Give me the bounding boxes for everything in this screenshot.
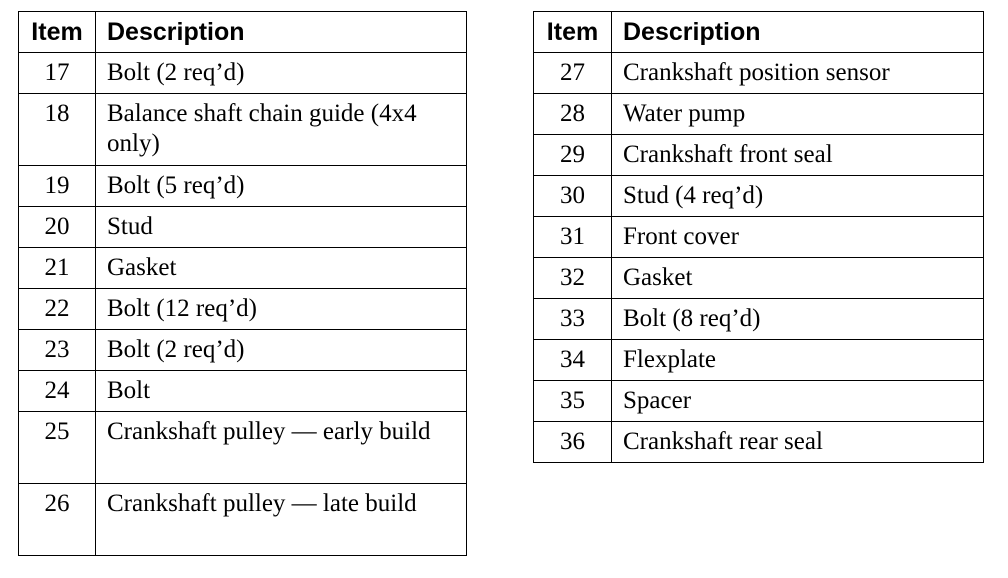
item-column-header: Item	[19, 12, 96, 53]
item-description: Flexplate	[612, 340, 984, 381]
table-row	[19, 248, 467, 289]
item-number: 33	[534, 299, 612, 340]
item-description: Bolt (8 req’d)	[612, 299, 984, 340]
item-description: Bolt (12 req’d)	[96, 289, 467, 330]
table-row	[19, 371, 467, 412]
item-description: Balance shaft chain guide (4x4 only)	[96, 94, 467, 166]
item-description: Front cover	[612, 217, 984, 258]
item-description: Stud	[96, 207, 467, 248]
table-row	[534, 135, 984, 176]
item-number: 27	[534, 53, 612, 94]
item-number: 20	[19, 207, 96, 248]
table-row	[534, 176, 984, 217]
item-number: 29	[534, 135, 612, 176]
item-description: Crankshaft rear seal	[612, 422, 984, 463]
parts-table-left	[18, 11, 467, 556]
parts-table-right	[533, 11, 984, 463]
item-number: 36	[534, 422, 612, 463]
item-number: 26	[19, 484, 96, 556]
item-number: 17	[19, 53, 96, 94]
header-row	[534, 12, 984, 53]
item-column-header: Item	[534, 12, 612, 53]
item-description: Crankshaft pulley — late build	[96, 484, 467, 556]
item-number: 19	[19, 166, 96, 207]
item-number: 25	[19, 412, 96, 484]
table-row	[534, 217, 984, 258]
item-number: 18	[19, 94, 96, 166]
table-row	[19, 412, 467, 484]
description-column-header: Description	[96, 12, 467, 53]
table-row	[19, 53, 467, 94]
item-description: Gasket	[96, 248, 467, 289]
item-number: 31	[534, 217, 612, 258]
item-description: Bolt (2 req’d)	[96, 330, 467, 371]
item-number: 21	[19, 248, 96, 289]
item-description: Bolt (5 req’d)	[96, 166, 467, 207]
table-row	[534, 299, 984, 340]
item-number: 32	[534, 258, 612, 299]
table-row	[534, 94, 984, 135]
table-row	[534, 340, 984, 381]
item-description: Stud (4 req’d)	[612, 176, 984, 217]
item-description: Crankshaft front seal	[612, 135, 984, 176]
table-row	[19, 207, 467, 248]
table-row	[19, 94, 467, 166]
table-row	[19, 484, 467, 556]
item-number: 34	[534, 340, 612, 381]
item-description: Bolt	[96, 371, 467, 412]
item-description: Bolt (2 req’d)	[96, 53, 467, 94]
table-row	[534, 381, 984, 422]
table-row	[534, 422, 984, 463]
item-number: 30	[534, 176, 612, 217]
table-row	[19, 289, 467, 330]
item-number: 22	[19, 289, 96, 330]
item-description: Water pump	[612, 94, 984, 135]
item-description: Gasket	[612, 258, 984, 299]
header-row	[19, 12, 467, 53]
table-row	[534, 258, 984, 299]
table-row	[19, 166, 467, 207]
item-description: Crankshaft pulley — early build	[96, 412, 467, 484]
item-description: Crankshaft position sensor	[612, 53, 984, 94]
item-number: 35	[534, 381, 612, 422]
item-number: 28	[534, 94, 612, 135]
table-row	[19, 330, 467, 371]
item-number: 24	[19, 371, 96, 412]
table-row	[534, 53, 984, 94]
item-number: 23	[19, 330, 96, 371]
description-column-header: Description	[612, 12, 984, 53]
item-description: Spacer	[612, 381, 984, 422]
